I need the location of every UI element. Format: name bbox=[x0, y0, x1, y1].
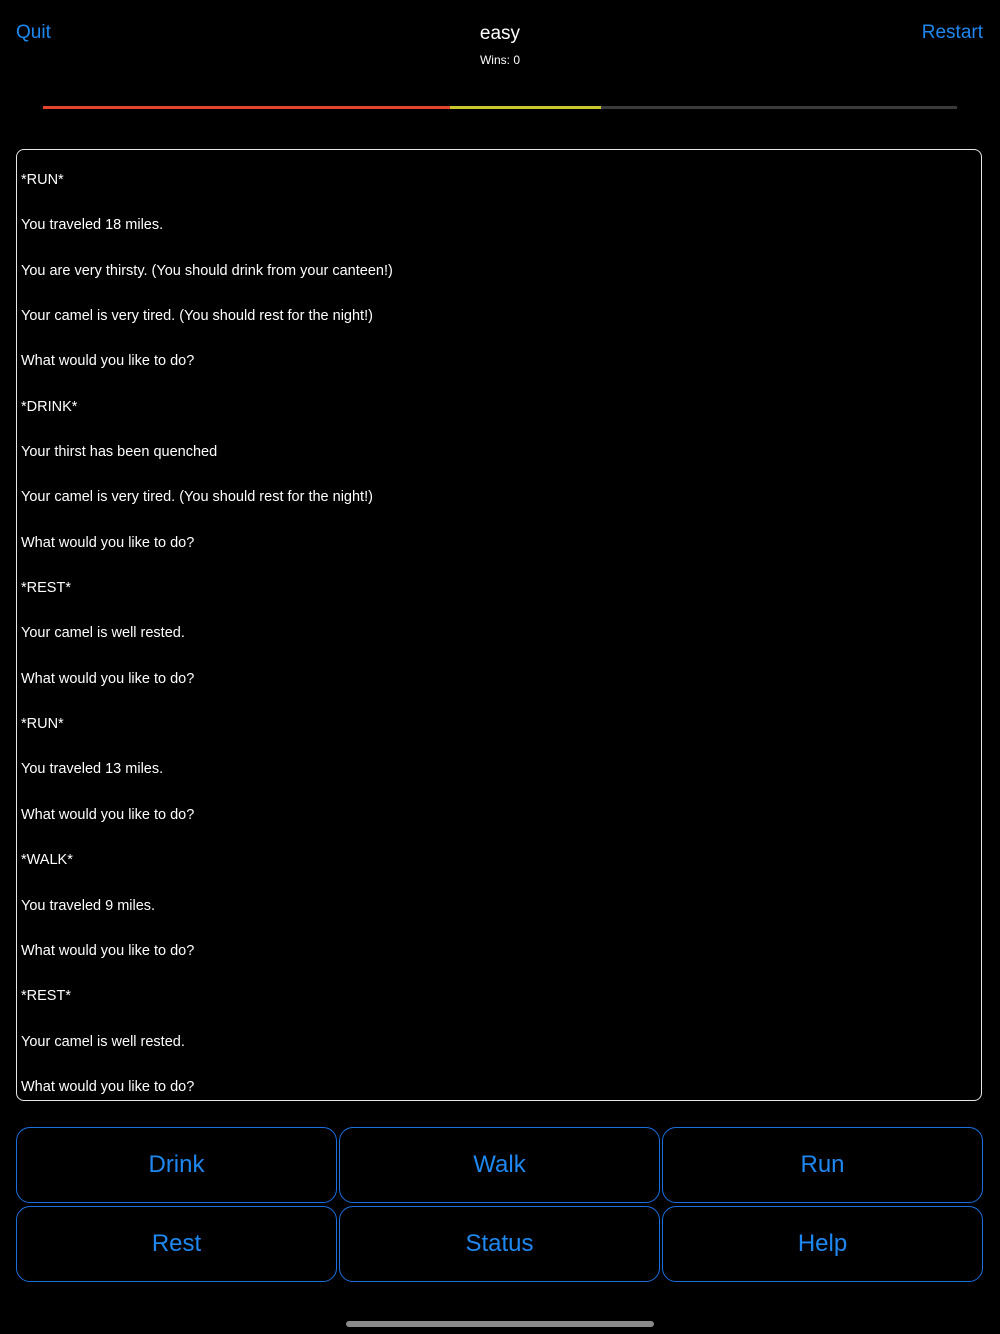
log-line: Your thirst has been quenched bbox=[21, 444, 218, 461]
log-line: *DRINK* bbox=[21, 398, 78, 415]
home-indicator[interactable] bbox=[346, 1321, 654, 1327]
log-line: Your camel is very tired. (You should rest for the night!) bbox=[21, 308, 373, 325]
walk-button[interactable]: Walk bbox=[339, 1127, 660, 1203]
log-line: Your camel is well rested. bbox=[21, 625, 185, 642]
log-line: What would you like to do? bbox=[21, 353, 195, 370]
quit-button[interactable]: Quit bbox=[16, 22, 51, 43]
drink-button[interactable]: Drink bbox=[16, 1127, 337, 1203]
progress-segment bbox=[450, 106, 601, 109]
log-line: Your camel is very tired. (You should rest for the night!) bbox=[21, 489, 373, 506]
help-button[interactable]: Help bbox=[662, 1206, 983, 1282]
log-line: What would you like to do? bbox=[21, 534, 195, 551]
game-log bbox=[16, 149, 982, 1101]
log-line: *REST* bbox=[21, 580, 71, 597]
rest-button[interactable]: Rest bbox=[16, 1206, 337, 1282]
journey-progress-bar bbox=[43, 106, 957, 109]
log-line: What would you like to do? bbox=[21, 806, 195, 823]
log-line: You are very thirsty. (You should drink from your canteen!) bbox=[21, 262, 393, 279]
log-line: You traveled 13 miles. bbox=[21, 761, 164, 778]
log-line: You traveled 9 miles. bbox=[21, 897, 156, 914]
log-line: *WALK* bbox=[21, 852, 73, 869]
run-button[interactable]: Run bbox=[662, 1127, 983, 1203]
progress-segment bbox=[43, 106, 450, 109]
log-line: Your camel is well rested. bbox=[21, 1033, 185, 1050]
log-line: *RUN* bbox=[21, 172, 64, 188]
log-line: What would you like to do? bbox=[21, 670, 195, 687]
difficulty-title: easy bbox=[479, 23, 521, 44]
log-line: *REST* bbox=[21, 988, 71, 1005]
status-button[interactable]: Status bbox=[339, 1206, 660, 1282]
log-line: What would you like to do? bbox=[21, 1078, 195, 1095]
log-line: You traveled 18 miles. bbox=[21, 217, 164, 234]
wins-counter: Wins: 0 bbox=[479, 53, 520, 67]
log-line: What would you like to do? bbox=[21, 942, 195, 959]
restart-button[interactable]: Restart bbox=[921, 22, 983, 43]
log-line: *RUN* bbox=[21, 716, 64, 733]
